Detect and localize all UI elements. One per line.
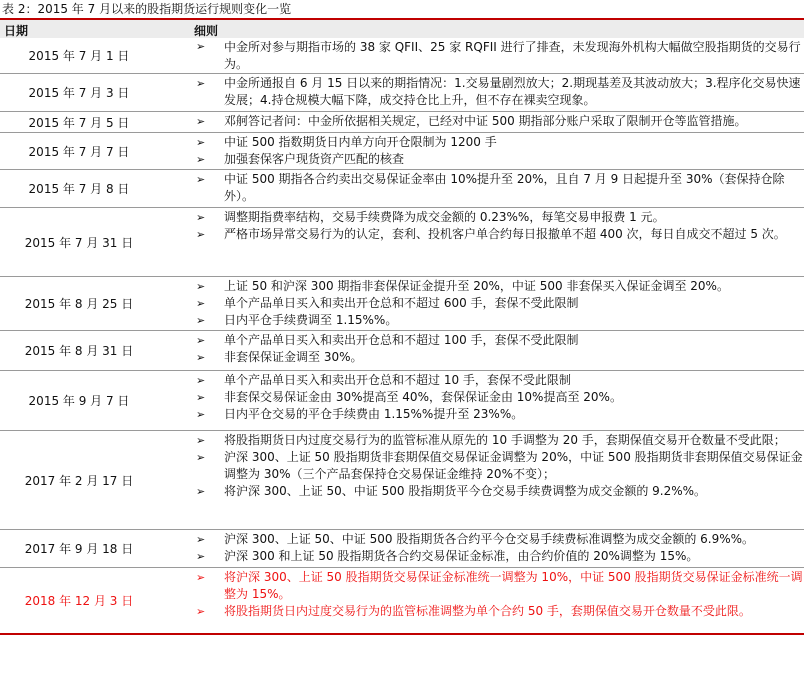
detail-text: 单个产品单日买入和卖出开仓总和不超过 600 手，套保不受此限制 — [224, 296, 579, 310]
row-details — [190, 38, 804, 73]
arrow-bullet-icon: ➢ — [196, 334, 206, 347]
row-date: 2015 年 7 月 1 日 — [28, 49, 130, 63]
detail-text: 非套保保证金调至 30%。 — [224, 350, 363, 364]
detail-text: 沪深 300、上证 50 股指期货非套期保值交易保证金调整为 20%，中证 500 股指期货非套期保值交易保证金调整为 30%（三个产品套保持仓交易保证金维持 20%不变）； — [224, 450, 803, 481]
detail-item — [190, 332, 804, 349]
detail-item — [190, 312, 804, 329]
arrow-bullet-icon: ➢ — [196, 40, 206, 53]
detail-text: 中金所通报自 6 月 15 日以来的期指情况：1.交易量剧烈放大；2.期现基差及其波动放大；3.程序化交易快速发展；4.持仓规模大幅下降，成交持仓比上升，但不存在裸卖空现象。 — [224, 76, 801, 107]
table-row — [0, 133, 804, 170]
detail-item — [190, 134, 804, 151]
arrow-bullet-icon: ➢ — [196, 136, 206, 149]
arrow-bullet-icon: ➢ — [196, 550, 206, 563]
detail-text: 邓舸答记者问：中金所依据相关规定，已经对中证 500 期指部分账户采取了限制开仓等监管措施。 — [224, 114, 747, 128]
row-date: 2015 年 9 月 7 日 — [28, 394, 130, 408]
arrow-bullet-icon: ➢ — [196, 153, 206, 166]
row-date: 2015 年 7 月 5 日 — [28, 115, 130, 130]
detail-item — [190, 483, 804, 500]
detail-text: 将股指期货日内过度交易行为的监管标准从原先的 10 手调整为 20 手，套期保值交易开仓数量不受此限； — [224, 433, 786, 447]
arrow-bullet-icon: ➢ — [196, 314, 206, 327]
table-header — [0, 18, 804, 38]
table-row — [0, 208, 804, 277]
table-row — [0, 74, 804, 112]
table-row — [0, 38, 804, 74]
detail-item — [190, 389, 804, 406]
detail-item — [190, 278, 804, 295]
header-date: 日期 — [4, 24, 29, 38]
row-details — [190, 74, 804, 110]
arrow-bullet-icon: ➢ — [196, 297, 206, 310]
detail-item — [190, 548, 804, 565]
detail-text: 沪深 300、上证 50、中证 500 股指期货各合约平今仓交易手续费标准调整为成交金额的 6.9%%。 — [224, 532, 755, 546]
detail-text: 中证 500 期指各合约卖出交易保证金率由 10%提升至 20%，且自 7 月 9 日起提升至 30%（套保持仓除外）。 — [224, 172, 785, 203]
arrow-bullet-icon: ➢ — [196, 605, 206, 618]
arrow-bullet-icon: ➢ — [196, 451, 206, 464]
table-body — [0, 38, 804, 635]
detail-item — [190, 449, 804, 483]
row-date: 2015 年 8 月 31 日 — [24, 344, 134, 358]
arrow-bullet-icon: ➢ — [196, 173, 206, 186]
row-details — [190, 371, 804, 424]
row-date: 2017 年 2 月 17 日 — [24, 473, 134, 488]
detail-item — [190, 39, 804, 72]
table-row — [0, 277, 804, 331]
detail-item — [190, 151, 804, 168]
arrow-bullet-icon: ➢ — [196, 115, 206, 128]
row-date: 2017 年 9 月 18 日 — [24, 542, 134, 556]
detail-text: 将沪深 300、上证 50、中证 500 股指期货平今仓交易手续费调整为成交金额的 9.2%%。 — [224, 484, 707, 498]
table-row — [0, 371, 804, 431]
detail-text: 将股指期货日内过度交易行为的监管标准调整为单个合约 50 手，套期保值交易开仓数量不受此限。 — [224, 604, 751, 618]
table-row — [0, 530, 804, 568]
detail-item — [190, 295, 804, 312]
detail-text: 日内平仓手续费调至 1.15%%。 — [224, 313, 398, 327]
arrow-bullet-icon: ➢ — [196, 408, 206, 421]
arrow-bullet-icon: ➢ — [196, 351, 206, 364]
detail-item — [190, 349, 804, 366]
row-details — [190, 568, 804, 621]
table-row — [0, 331, 804, 371]
arrow-bullet-icon: ➢ — [196, 374, 206, 387]
table-row — [0, 112, 804, 133]
detail-text: 加强套保客户现货资产匹配的核查 — [224, 152, 405, 166]
detail-text: 上证 50 和沪深 300 期指非套保保证金提升至 20%，中证 500 非套保买入保证金调至 20%。 — [224, 279, 729, 293]
arrow-bullet-icon: ➢ — [196, 228, 206, 241]
detail-text: 单个产品单日买入和卖出开仓总和不超过 100 手，套保不受此限制 — [224, 333, 579, 347]
row-details — [190, 277, 804, 330]
detail-text: 将沪深 300、上证 50 股指期货交易保证金标准统一调整为 10%，中证 500 股指期货交易保证金标准统一调整为 15%。 — [224, 570, 803, 601]
row-date: 2015 年 7 月 8 日 — [28, 182, 130, 196]
detail-text: 中证 500 指数期货日内单方向开仓限制为 1200 手 — [224, 135, 497, 149]
row-details — [190, 133, 804, 169]
detail-text: 严格市场异常交易行为的认定，套利、投机客户单合约每日报撤单不超 400 次，每日自成交不超过 5 次。 — [224, 227, 786, 241]
detail-item — [190, 531, 804, 548]
table-row — [0, 431, 804, 530]
detail-item — [190, 209, 804, 226]
row-details — [190, 331, 804, 367]
row-details — [190, 112, 804, 131]
detail-item — [190, 432, 804, 449]
arrow-bullet-icon: ➢ — [196, 485, 206, 498]
row-date: 2015 年 7 月 31 日 — [24, 235, 134, 250]
table-caption: 表 2：2015 年 7 月以来的股指期货运行规则变化一览 — [2, 2, 292, 16]
arrow-bullet-icon: ➢ — [196, 391, 206, 404]
detail-text: 非套保交易保证金由 30%提高至 40%，套保保证金由 10%提高至 20%。 — [224, 390, 622, 404]
detail-text: 日内平仓交易的平仓手续费由 1.15%%提升至 23%%。 — [224, 407, 524, 421]
detail-item — [190, 113, 804, 130]
table-row — [0, 170, 804, 208]
detail-item — [190, 171, 804, 205]
row-date: 2018 年 12 月 3 日 — [24, 594, 134, 608]
row-date: 2015 年 8 月 25 日 — [24, 297, 134, 311]
detail-text: 中金所对参与期指市场的 38 家 QFII、25 家 RQFII 进行了排查，未发现海外机构大幅做空股指期货的交易行为。 — [224, 40, 801, 71]
detail-text: 沪深 300 和上证 50 股指期货各合约交易保证金标准，由合约价值的 20%调整为 15%。 — [224, 549, 699, 563]
header-detail: 细则 — [194, 24, 219, 38]
row-details — [190, 431, 804, 501]
detail-item — [190, 603, 804, 620]
arrow-bullet-icon: ➢ — [196, 571, 206, 584]
detail-text: 单个产品单日买入和卖出开仓总和不超过 10 手，套保不受此限制 — [224, 373, 571, 387]
detail-item — [190, 75, 804, 109]
row-date: 2015 年 7 月 3 日 — [28, 86, 130, 100]
arrow-bullet-icon: ➢ — [196, 77, 206, 90]
detail-item — [190, 226, 804, 243]
detail-item — [190, 406, 804, 423]
row-date: 2015 年 7 月 7 日 — [28, 144, 130, 159]
arrow-bullet-icon: ➢ — [196, 533, 206, 546]
row-details — [190, 530, 804, 566]
arrow-bullet-icon: ➢ — [196, 280, 206, 293]
arrow-bullet-icon: ➢ — [196, 434, 206, 447]
table-row — [0, 568, 804, 635]
detail-item — [190, 569, 804, 603]
row-details — [190, 170, 804, 206]
row-details — [190, 208, 804, 244]
detail-item — [190, 372, 804, 389]
arrow-bullet-icon: ➢ — [196, 211, 206, 224]
detail-text: 调整期指费率结构，交易手续费降为成交金额的 0.23%%，每笔交易申报费 1 元。 — [224, 210, 665, 224]
